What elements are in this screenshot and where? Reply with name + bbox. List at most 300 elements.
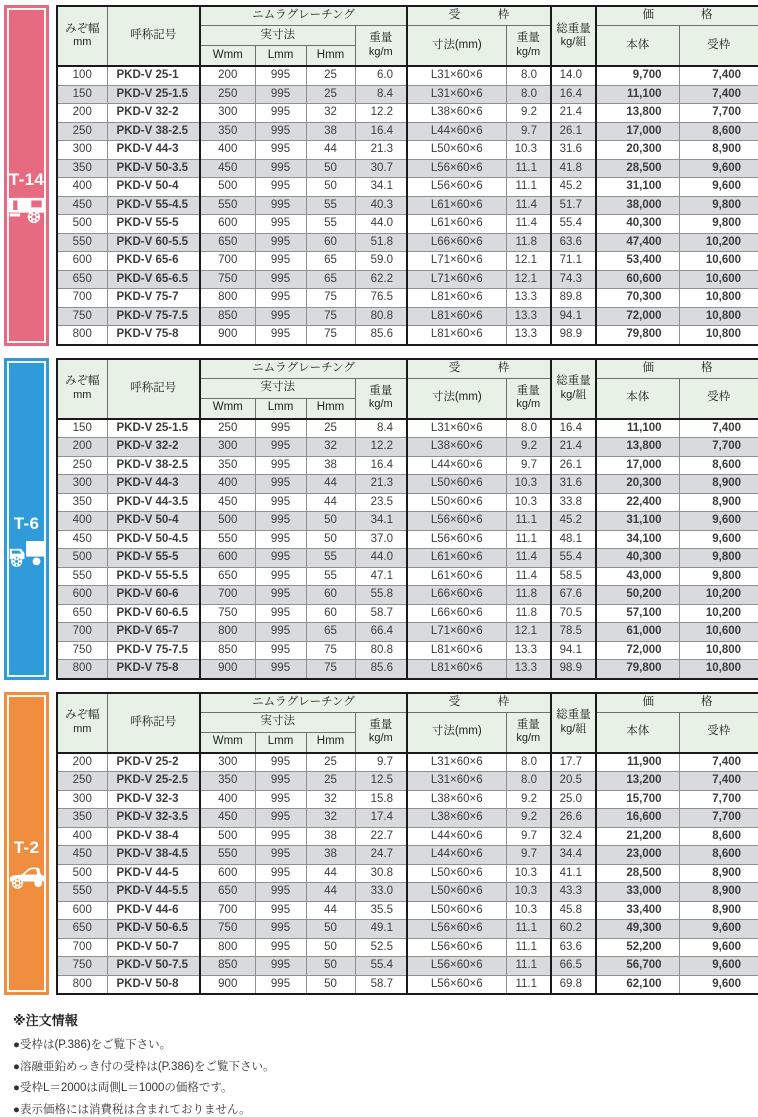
truck-icon	[8, 539, 46, 569]
cell-height: 38	[306, 456, 355, 475]
cell-model-code: PKD-V 38-4.5	[107, 846, 200, 865]
cell-grating-weight: 55.8	[355, 586, 407, 605]
cell-length: 995	[255, 215, 306, 234]
cell-grating-weight: 21.3	[355, 475, 407, 494]
cell-frame-weight: 8.0	[506, 419, 551, 438]
cell-width: 750	[200, 920, 255, 939]
cell-model-code: PKD-V 44-3	[107, 141, 200, 160]
cell-price-body: 62,100	[596, 975, 679, 994]
cell-model-code: PKD-V 25-1.5	[107, 419, 200, 438]
cell-price-body: 40,300	[596, 549, 679, 568]
cell-price-body: 11,100	[596, 85, 679, 104]
cell-frame-dims: L61×60×6	[407, 549, 506, 568]
cell-width: 500	[200, 827, 255, 846]
cell-height: 25	[306, 85, 355, 104]
cell-price-frame: 9,600	[679, 159, 758, 178]
notes-list	[13, 1036, 756, 1117]
col-group-actual-dims: 実寸法	[200, 712, 355, 732]
cell-total-weight: 98.9	[551, 326, 596, 345]
cell-frame-dims: L31×60×6	[407, 772, 506, 791]
cell-model-code: PKD-V 44-3	[107, 475, 200, 494]
cell-length: 995	[255, 252, 306, 271]
heavy-truck-icon	[8, 195, 46, 225]
cell-width: 500	[200, 512, 255, 531]
cell-width: 750	[200, 270, 255, 289]
cell-model-code: PKD-V 50-7	[107, 938, 200, 957]
note-item: ●受枠L＝2000は両側L＝1000の価格です。	[13, 1082, 233, 1094]
cell-price-frame: 8,600	[679, 122, 758, 141]
cell-frame-dims: L56×60×6	[407, 957, 506, 976]
cell-frame-weight: 10.3	[506, 883, 551, 902]
col-group-price: 価 格	[596, 359, 758, 379]
col-header-l: Lmm	[255, 46, 306, 67]
col-header-total-weight: 総重量 kg/組	[551, 6, 596, 66]
cell-width: 800	[200, 938, 255, 957]
cell-price-body: 60,600	[596, 270, 679, 289]
cell-width: 250	[200, 85, 255, 104]
table-row	[57, 419, 758, 438]
cell-width: 800	[200, 289, 255, 308]
cell-height: 50	[306, 957, 355, 976]
cell-width: 700	[200, 586, 255, 605]
cell-groove-width: 700	[57, 289, 107, 308]
col-header-total-weight: 総重量 kg/組	[551, 359, 596, 419]
cell-width: 250	[200, 419, 255, 438]
table-row	[57, 326, 758, 345]
cell-length: 995	[255, 196, 306, 215]
cell-grating-weight: 8.4	[355, 419, 407, 438]
cell-total-weight: 25.0	[551, 790, 596, 809]
cell-height: 38	[306, 827, 355, 846]
col-header-frame-dims: 寸法(mm)	[407, 26, 506, 67]
note-item: ●受枠は(P.386)をご覧下さい。	[13, 1039, 172, 1051]
cell-height: 44	[306, 141, 355, 160]
cell-height: 25	[306, 772, 355, 791]
cell-width: 550	[200, 846, 255, 865]
cell-width: 650	[200, 233, 255, 252]
cell-frame-dims: L31×60×6	[407, 419, 506, 438]
cell-model-code: PKD-V 55-5	[107, 215, 200, 234]
cell-height: 60	[306, 233, 355, 252]
cell-groove-width: 200	[57, 438, 107, 457]
cell-grating-weight: 33.0	[355, 883, 407, 902]
cell-length: 995	[255, 512, 306, 531]
table-row	[57, 846, 758, 865]
cell-groove-width: 600	[57, 901, 107, 920]
col-header-price-body: 本体	[596, 712, 679, 753]
cell-price-frame: 7,400	[679, 753, 758, 772]
cell-frame-dims: L44×60×6	[407, 456, 506, 475]
cell-width: 450	[200, 493, 255, 512]
cell-groove-width: 750	[57, 307, 107, 326]
cell-length: 995	[255, 827, 306, 846]
cell-model-code: PKD-V 60-6.5	[107, 604, 200, 623]
cell-groove-width: 150	[57, 419, 107, 438]
cell-price-body: 33,400	[596, 901, 679, 920]
cell-total-weight: 60.2	[551, 920, 596, 939]
table-row	[57, 159, 758, 178]
cell-grating-weight: 44.0	[355, 215, 407, 234]
cell-grating-weight: 8.4	[355, 85, 407, 104]
cell-price-body: 52,200	[596, 938, 679, 957]
cell-price-frame: 8,600	[679, 846, 758, 865]
cell-grating-weight: 55.4	[355, 957, 407, 976]
cell-total-weight: 55.4	[551, 215, 596, 234]
table-row	[57, 827, 758, 846]
cell-groove-width: 200	[57, 753, 107, 772]
cell-length: 995	[255, 104, 306, 123]
cell-total-weight: 34.4	[551, 846, 596, 865]
cell-grating-weight: 22.7	[355, 827, 407, 846]
cell-total-weight: 58.5	[551, 567, 596, 586]
category-bar	[4, 5, 49, 346]
cell-model-code: PKD-V 44-5.5	[107, 883, 200, 902]
cell-price-frame: 9,600	[679, 957, 758, 976]
cell-groove-width: 150	[57, 85, 107, 104]
cell-width: 900	[200, 975, 255, 994]
table-row	[57, 604, 758, 623]
table-row	[57, 530, 758, 549]
cell-model-code: PKD-V 50-3.5	[107, 159, 200, 178]
cell-frame-weight: 10.3	[506, 475, 551, 494]
cell-width: 700	[200, 901, 255, 920]
cell-length: 995	[255, 549, 306, 568]
cell-width: 350	[200, 122, 255, 141]
cell-height: 75	[306, 289, 355, 308]
cell-length: 995	[255, 419, 306, 438]
cell-frame-weight: 9.7	[506, 456, 551, 475]
table-row	[57, 864, 758, 883]
cell-grating-weight: 80.8	[355, 641, 407, 660]
cell-model-code: PKD-V 25-1.5	[107, 85, 200, 104]
col-header-frame-weight: 重量 kg/m	[506, 378, 551, 419]
cell-price-frame: 10,800	[679, 289, 758, 308]
cell-total-weight: 17.7	[551, 753, 596, 772]
cell-price-body: 11,900	[596, 753, 679, 772]
cell-price-body: 15,700	[596, 790, 679, 809]
cell-price-frame: 8,900	[679, 864, 758, 883]
cell-frame-weight: 9.2	[506, 790, 551, 809]
table-row	[57, 975, 758, 994]
cell-frame-dims: L71×60×6	[407, 270, 506, 289]
cell-total-weight: 16.4	[551, 419, 596, 438]
cell-total-weight: 63.6	[551, 233, 596, 252]
cell-total-weight: 21.4	[551, 438, 596, 457]
cell-grating-weight: 35.5	[355, 901, 407, 920]
table-row	[57, 215, 758, 234]
cell-groove-width: 400	[57, 512, 107, 531]
cell-groove-width: 300	[57, 475, 107, 494]
cell-groove-width: 450	[57, 196, 107, 215]
cell-price-frame: 8,600	[679, 827, 758, 846]
cell-model-code: PKD-V 55-5.5	[107, 567, 200, 586]
cell-length: 995	[255, 586, 306, 605]
cell-price-body: 53,400	[596, 252, 679, 271]
col-header-frame-dims: 寸法(mm)	[407, 712, 506, 753]
cell-width: 550	[200, 530, 255, 549]
category-label: T-14	[8, 170, 45, 190]
cell-model-code: PKD-V 75-7	[107, 289, 200, 308]
cell-total-weight: 45.2	[551, 512, 596, 531]
cell-model-code: PKD-V 25-2.5	[107, 772, 200, 791]
table-row	[57, 772, 758, 791]
product-section	[4, 358, 756, 680]
cell-grating-weight: 58.7	[355, 975, 407, 994]
cell-width: 550	[200, 196, 255, 215]
cell-total-weight: 66.5	[551, 957, 596, 976]
table-row	[57, 141, 758, 160]
cell-price-frame: 7,400	[679, 85, 758, 104]
cell-height: 50	[306, 920, 355, 939]
cell-model-code: PKD-V 32-2	[107, 104, 200, 123]
cell-frame-weight: 13.3	[506, 326, 551, 345]
table-row	[57, 233, 758, 252]
cell-length: 995	[255, 883, 306, 902]
cell-grating-weight: 40.3	[355, 196, 407, 215]
cell-width: 400	[200, 475, 255, 494]
cell-height: 32	[306, 438, 355, 457]
cell-price-body: 61,000	[596, 623, 679, 642]
col-group-frame: 受 枠	[407, 693, 551, 713]
cell-frame-weight: 11.4	[506, 196, 551, 215]
cell-total-weight: 33.8	[551, 493, 596, 512]
cell-total-weight: 26.1	[551, 456, 596, 475]
cell-height: 38	[306, 122, 355, 141]
cell-price-frame: 8,900	[679, 475, 758, 494]
col-header-grating-weight: 重量 kg/m	[355, 26, 407, 67]
table-row	[57, 660, 758, 679]
cell-price-frame: 10,200	[679, 604, 758, 623]
cell-width: 900	[200, 326, 255, 345]
cell-price-body: 23,000	[596, 846, 679, 865]
cell-price-body: 72,000	[596, 307, 679, 326]
cell-price-frame: 10,800	[679, 641, 758, 660]
cell-total-weight: 94.1	[551, 307, 596, 326]
cell-frame-weight: 8.0	[506, 772, 551, 791]
cell-frame-weight: 11.8	[506, 233, 551, 252]
cell-grating-weight: 12.5	[355, 772, 407, 791]
cell-frame-dims: L71×60×6	[407, 252, 506, 271]
cell-grating-weight: 51.8	[355, 233, 407, 252]
cell-price-frame: 9,600	[679, 938, 758, 957]
cell-price-frame: 8,900	[679, 883, 758, 902]
cell-length: 995	[255, 85, 306, 104]
category-bar	[4, 358, 49, 680]
col-header-groove-width: みぞ幅 mm	[57, 6, 107, 66]
cell-model-code: PKD-V 75-8	[107, 326, 200, 345]
cell-frame-dims: L31×60×6	[407, 66, 506, 85]
product-section	[4, 5, 756, 346]
cell-height: 75	[306, 326, 355, 345]
cell-height: 60	[306, 604, 355, 623]
table-row	[57, 809, 758, 828]
cell-price-frame: 9,600	[679, 178, 758, 197]
cell-price-frame: 10,800	[679, 307, 758, 326]
cell-grating-weight: 12.2	[355, 438, 407, 457]
cell-price-frame: 7,700	[679, 790, 758, 809]
cell-price-frame: 7,700	[679, 809, 758, 828]
cell-length: 995	[255, 790, 306, 809]
cell-frame-dims: L44×60×6	[407, 827, 506, 846]
cell-price-frame: 7,400	[679, 66, 758, 85]
cell-frame-weight: 10.3	[506, 864, 551, 883]
cell-height: 32	[306, 790, 355, 809]
cell-total-weight: 14.0	[551, 66, 596, 85]
col-header-w: Wmm	[200, 398, 255, 419]
product-table	[56, 5, 758, 346]
cell-model-code: PKD-V 55-5	[107, 549, 200, 568]
cell-grating-weight: 44.0	[355, 549, 407, 568]
cell-height: 65	[306, 252, 355, 271]
cell-width: 300	[200, 753, 255, 772]
cell-grating-weight: 37.0	[355, 530, 407, 549]
cell-height: 44	[306, 901, 355, 920]
cell-model-code: PKD-V 38-2.5	[107, 456, 200, 475]
col-header-price-frame: 受枠	[679, 378, 758, 419]
cell-frame-weight: 11.4	[506, 215, 551, 234]
col-header-h: Hmm	[306, 398, 355, 419]
cell-width: 450	[200, 809, 255, 828]
cell-price-body: 21,200	[596, 827, 679, 846]
cell-total-weight: 45.2	[551, 178, 596, 197]
cell-total-weight: 71.1	[551, 252, 596, 271]
cell-width: 850	[200, 957, 255, 976]
cell-frame-weight: 8.0	[506, 753, 551, 772]
cell-model-code: PKD-V 65-6	[107, 252, 200, 271]
cell-grating-weight: 49.1	[355, 920, 407, 939]
col-header-model-code: 呼称記号	[107, 359, 200, 419]
table-row	[57, 549, 758, 568]
cell-price-frame: 7,400	[679, 419, 758, 438]
cell-width: 600	[200, 549, 255, 568]
cell-total-weight: 98.9	[551, 660, 596, 679]
cell-model-code: PKD-V 60-6	[107, 586, 200, 605]
col-group-frame: 受 枠	[407, 359, 551, 379]
cell-grating-weight: 23.5	[355, 493, 407, 512]
cell-price-body: 40,300	[596, 215, 679, 234]
cell-frame-dims: L56×60×6	[407, 159, 506, 178]
cell-frame-weight: 10.3	[506, 901, 551, 920]
cell-frame-weight: 8.0	[506, 66, 551, 85]
cell-height: 25	[306, 419, 355, 438]
cell-frame-dims: L81×60×6	[407, 660, 506, 679]
table-row	[57, 270, 758, 289]
cell-frame-dims: L31×60×6	[407, 753, 506, 772]
col-header-groove-width: みぞ幅 mm	[57, 693, 107, 753]
cell-frame-weight: 11.4	[506, 549, 551, 568]
cell-total-weight: 55.4	[551, 549, 596, 568]
cell-height: 65	[306, 270, 355, 289]
cell-total-weight: 70.5	[551, 604, 596, 623]
cell-frame-dims: L71×60×6	[407, 623, 506, 642]
cell-frame-dims: L66×60×6	[407, 586, 506, 605]
cell-height: 65	[306, 623, 355, 642]
car-icon	[8, 863, 46, 893]
cell-groove-width: 400	[57, 178, 107, 197]
cell-frame-dims: L56×60×6	[407, 530, 506, 549]
cell-total-weight: 63.6	[551, 938, 596, 957]
cell-height: 55	[306, 196, 355, 215]
cell-price-body: 9,700	[596, 66, 679, 85]
cell-width: 400	[200, 790, 255, 809]
table-row	[57, 289, 758, 308]
cell-length: 995	[255, 66, 306, 85]
table-row	[57, 512, 758, 531]
table-row	[57, 456, 758, 475]
table-row	[57, 641, 758, 660]
cell-price-body: 16,600	[596, 809, 679, 828]
cell-total-weight: 41.1	[551, 864, 596, 883]
col-group-frame: 受 枠	[407, 6, 551, 26]
cell-grating-weight: 16.4	[355, 122, 407, 141]
cell-groove-width: 600	[57, 586, 107, 605]
cell-total-weight: 26.1	[551, 122, 596, 141]
cell-frame-weight: 8.0	[506, 85, 551, 104]
cell-length: 995	[255, 920, 306, 939]
cell-frame-weight: 11.1	[506, 530, 551, 549]
cell-price-frame: 10,600	[679, 623, 758, 642]
cell-frame-dims: L50×60×6	[407, 883, 506, 902]
category-label: T-6	[13, 513, 40, 533]
cell-length: 995	[255, 438, 306, 457]
cell-height: 60	[306, 586, 355, 605]
cell-price-body: 11,100	[596, 419, 679, 438]
cell-model-code: PKD-V 50-7.5	[107, 957, 200, 976]
cell-height: 50	[306, 178, 355, 197]
cell-price-frame: 9,600	[679, 512, 758, 531]
cell-height: 50	[306, 530, 355, 549]
cell-frame-weight: 9.2	[506, 104, 551, 123]
cell-price-frame: 9,600	[679, 975, 758, 994]
cell-length: 995	[255, 975, 306, 994]
cell-width: 900	[200, 660, 255, 679]
cell-frame-weight: 9.2	[506, 438, 551, 457]
table-row	[57, 493, 758, 512]
table-row	[57, 104, 758, 123]
col-group-grating: ニムラグレーチング	[200, 693, 407, 713]
cell-frame-weight: 11.1	[506, 938, 551, 957]
cell-height: 50	[306, 512, 355, 531]
table-row	[57, 753, 758, 772]
cell-total-weight: 94.1	[551, 641, 596, 660]
table-row	[57, 586, 758, 605]
cell-frame-weight: 13.3	[506, 289, 551, 308]
note-item: ●溶融亜鉛めっき付の受枠は(P.386)をご覧下さい。	[13, 1060, 275, 1073]
cell-length: 995	[255, 864, 306, 883]
cell-price-body: 79,800	[596, 326, 679, 345]
cell-width: 700	[200, 252, 255, 271]
cell-price-body: 22,400	[596, 493, 679, 512]
cell-price-body: 47,400	[596, 233, 679, 252]
cell-total-weight: 31.6	[551, 141, 596, 160]
cell-frame-dims: L81×60×6	[407, 289, 506, 308]
cell-length: 995	[255, 938, 306, 957]
cell-total-weight: 41.8	[551, 159, 596, 178]
table-row	[57, 178, 758, 197]
cell-frame-dims: L56×60×6	[407, 920, 506, 939]
cell-frame-weight: 13.3	[506, 307, 551, 326]
cell-total-weight: 21.4	[551, 104, 596, 123]
cell-total-weight: 31.6	[551, 475, 596, 494]
cell-width: 500	[200, 178, 255, 197]
cell-width: 600	[200, 215, 255, 234]
cell-frame-dims: L81×60×6	[407, 307, 506, 326]
cell-groove-width: 350	[57, 809, 107, 828]
product-table	[56, 358, 758, 680]
cell-groove-width: 400	[57, 827, 107, 846]
cell-length: 995	[255, 957, 306, 976]
cell-length: 995	[255, 475, 306, 494]
